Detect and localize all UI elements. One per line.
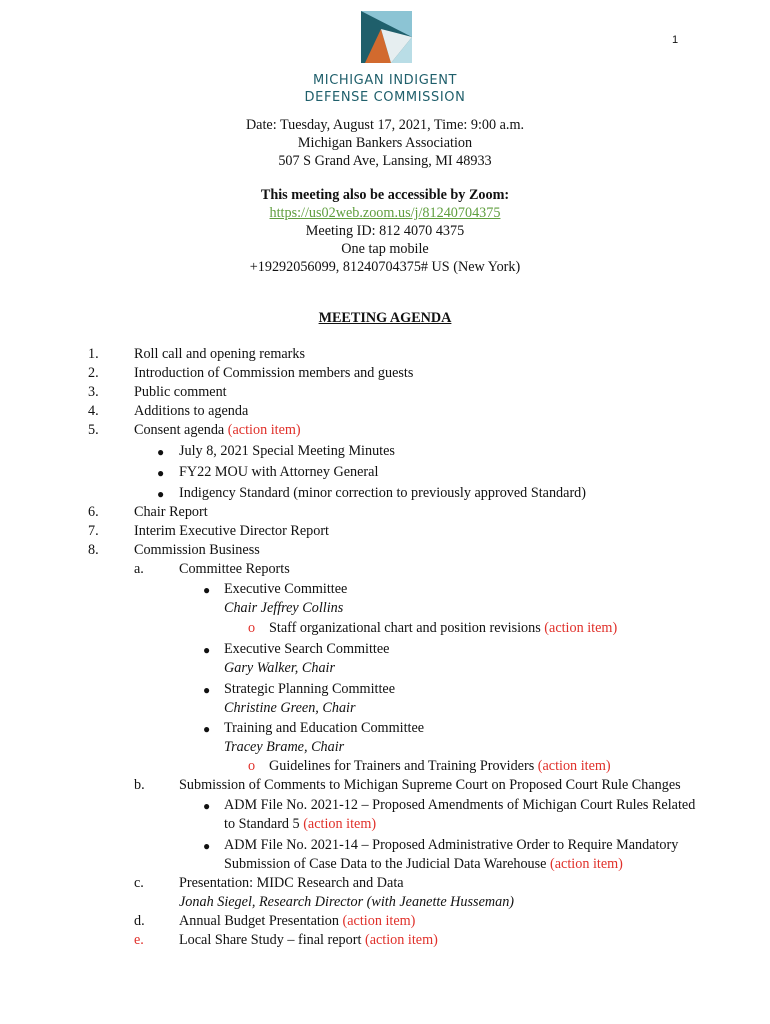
agenda-item (0, 384, 770, 403)
adm-text-line2: to Standard 5 (action item) (224, 816, 377, 832)
bullet-text: July 8, 2021 Special Meeting Minutes (179, 443, 395, 459)
adm-text-line1: ADM File No. 2021-12 – Proposed Amendments of Michigan Court Rules Related (224, 797, 696, 813)
adm-text-line1: ADM File No. 2021-14 – Proposed Administrative Order to Require Mandatory (224, 837, 679, 853)
sub-item-letter: c. (134, 875, 144, 891)
meeting-venue: Michigan Bankers Association (297, 135, 473, 151)
bullet-text: FY22 MOU with Attorney General (179, 464, 379, 480)
item-number: 1. (88, 346, 99, 362)
adm-bullet-cont (0, 856, 770, 875)
action-item-tag: (action item) (550, 856, 623, 872)
committee-chair (0, 739, 770, 758)
chair-name: Tracey Brame, Chair (224, 739, 345, 755)
sub-item-letter: b. (134, 777, 145, 793)
sub-bullet-text: Staff organizational chart and position revisions (action item) (269, 620, 618, 636)
action-item-tag: (action item) (364, 932, 438, 948)
bullet-icon: ● (157, 487, 165, 501)
bullet-text: Indigency Standard (minor correction to previously approved Standard) (179, 485, 586, 501)
item-number: 3. (88, 384, 99, 400)
committee-name: Executive Committee (224, 581, 348, 597)
adm-bullet (0, 837, 770, 856)
item-number: 8. (88, 542, 99, 558)
page-number: 1 (672, 34, 679, 46)
committee-chair (0, 600, 770, 619)
item-text: Interim Executive Director Report (134, 523, 330, 539)
item-number: 7. (88, 523, 99, 539)
committee-name: Strategic Planning Committee (224, 681, 396, 697)
agenda-item (0, 504, 770, 523)
committee-sub-bullet (0, 620, 770, 639)
committee-name: Training and Education Committee (224, 720, 425, 736)
agenda-item (0, 346, 770, 365)
action-item-tag: (action item) (537, 758, 611, 774)
consent-bullet (0, 485, 770, 504)
agenda-item (0, 542, 770, 561)
item-number: 5. (88, 422, 99, 438)
sub-item (0, 777, 770, 796)
agenda-title: MEETING AGENDA (318, 310, 452, 326)
circle-bullet-icon: o (248, 758, 256, 774)
bullet-icon: ● (157, 466, 165, 480)
adm-text-line2: Submission of Case Data to the Judicial Data Warehouse (action item) (224, 856, 623, 872)
committee-chair (0, 660, 770, 679)
sub-item (0, 913, 770, 932)
zoom-heading: This meeting also be accessible by Zoom: (260, 187, 510, 203)
item-text: Chair Report (134, 504, 208, 520)
sub-item-text: Submission of Comments to Michigan Supreme Court on Proposed Court Rule Changes (179, 777, 681, 793)
item-text: Roll call and opening remarks (134, 346, 305, 362)
committee-bullet (0, 720, 770, 739)
chair-name: Gary Walker, Chair (224, 660, 336, 676)
agenda-item (0, 365, 770, 384)
committee-sub-bullet (0, 758, 770, 777)
item-number: 6. (88, 504, 99, 520)
midc-logo (361, 11, 412, 63)
committee-bullet (0, 581, 770, 600)
action-item-tag: (action item) (303, 816, 377, 832)
dial-in-number: +19292056099, 81240704375# US (New York) (249, 259, 521, 275)
bullet-icon: ● (203, 839, 211, 853)
sub-item-letter: d. (134, 913, 145, 929)
item-number: 2. (88, 365, 99, 381)
presenter-name: Jonah Siegel, Research Director (with Jeanette Husseman) (179, 894, 515, 910)
item-number: 4. (88, 403, 99, 419)
item-text: Commission Business (134, 542, 260, 558)
committee-bullet (0, 641, 770, 660)
circle-bullet-icon: o (248, 620, 256, 636)
meeting-datetime: Date: Tuesday, August 17, 2021, Time: 9:00 a.m. (245, 117, 525, 133)
action-item-tag: (action item) (342, 913, 416, 929)
meeting-address: 507 S Grand Ave, Lansing, MI 48933 (278, 153, 492, 169)
adm-bullet-cont (0, 816, 770, 835)
action-item-tag: (action item) (544, 620, 618, 636)
consent-bullet (0, 464, 770, 483)
chair-name: Chair Jeffrey Collins (224, 600, 344, 616)
item-text: Consent agenda (action item) (134, 422, 301, 438)
org-name-line2: DEFENSE COMMISSION (304, 90, 466, 105)
bullet-icon: ● (203, 643, 211, 657)
org-name-line1: MICHIGAN INDIGENT (312, 73, 458, 88)
bullet-icon: ● (203, 583, 211, 597)
committee-bullet (0, 681, 770, 700)
sub-item-text: Committee Reports (179, 561, 290, 577)
one-tap-label: One tap mobile (341, 241, 429, 257)
sub-item-text: Presentation: MIDC Research and Data (179, 875, 404, 891)
chair-name: Christine Green, Chair (224, 700, 356, 716)
bullet-icon: ● (157, 445, 165, 459)
sub-item-text: Annual Budget Presentation (action item) (179, 913, 416, 929)
sub-item (0, 561, 770, 580)
zoom-link[interactable]: https://us02web.zoom.us/j/81240704375 (269, 205, 501, 221)
meeting-id: Meeting ID: 812 4070 4375 (305, 223, 465, 239)
consent-bullet (0, 443, 770, 462)
agenda-item (0, 523, 770, 542)
bullet-icon: ● (203, 722, 211, 736)
item-text: Introduction of Commission members and guests (134, 365, 414, 381)
committee-chair (0, 700, 770, 719)
bullet-icon: ● (203, 683, 211, 697)
bullet-icon: ● (203, 799, 211, 813)
sub-bullet-text: Guidelines for Trainers and Training Providers (action item) (269, 758, 611, 774)
action-item-tag: (action item) (227, 422, 301, 438)
item-text: Public comment (134, 384, 227, 400)
presenter-line (0, 894, 770, 913)
sub-item (0, 875, 770, 894)
sub-item-text: Local Share Study – final report (action item) (179, 932, 438, 948)
sub-item (0, 932, 770, 951)
sub-item-letter: a. (134, 561, 144, 577)
committee-name: Executive Search Committee (224, 641, 390, 657)
sub-item-letter: e. (134, 932, 144, 948)
agenda-item (0, 403, 770, 422)
agenda-item (0, 422, 770, 441)
item-text: Additions to agenda (134, 403, 249, 419)
adm-bullet (0, 797, 770, 816)
